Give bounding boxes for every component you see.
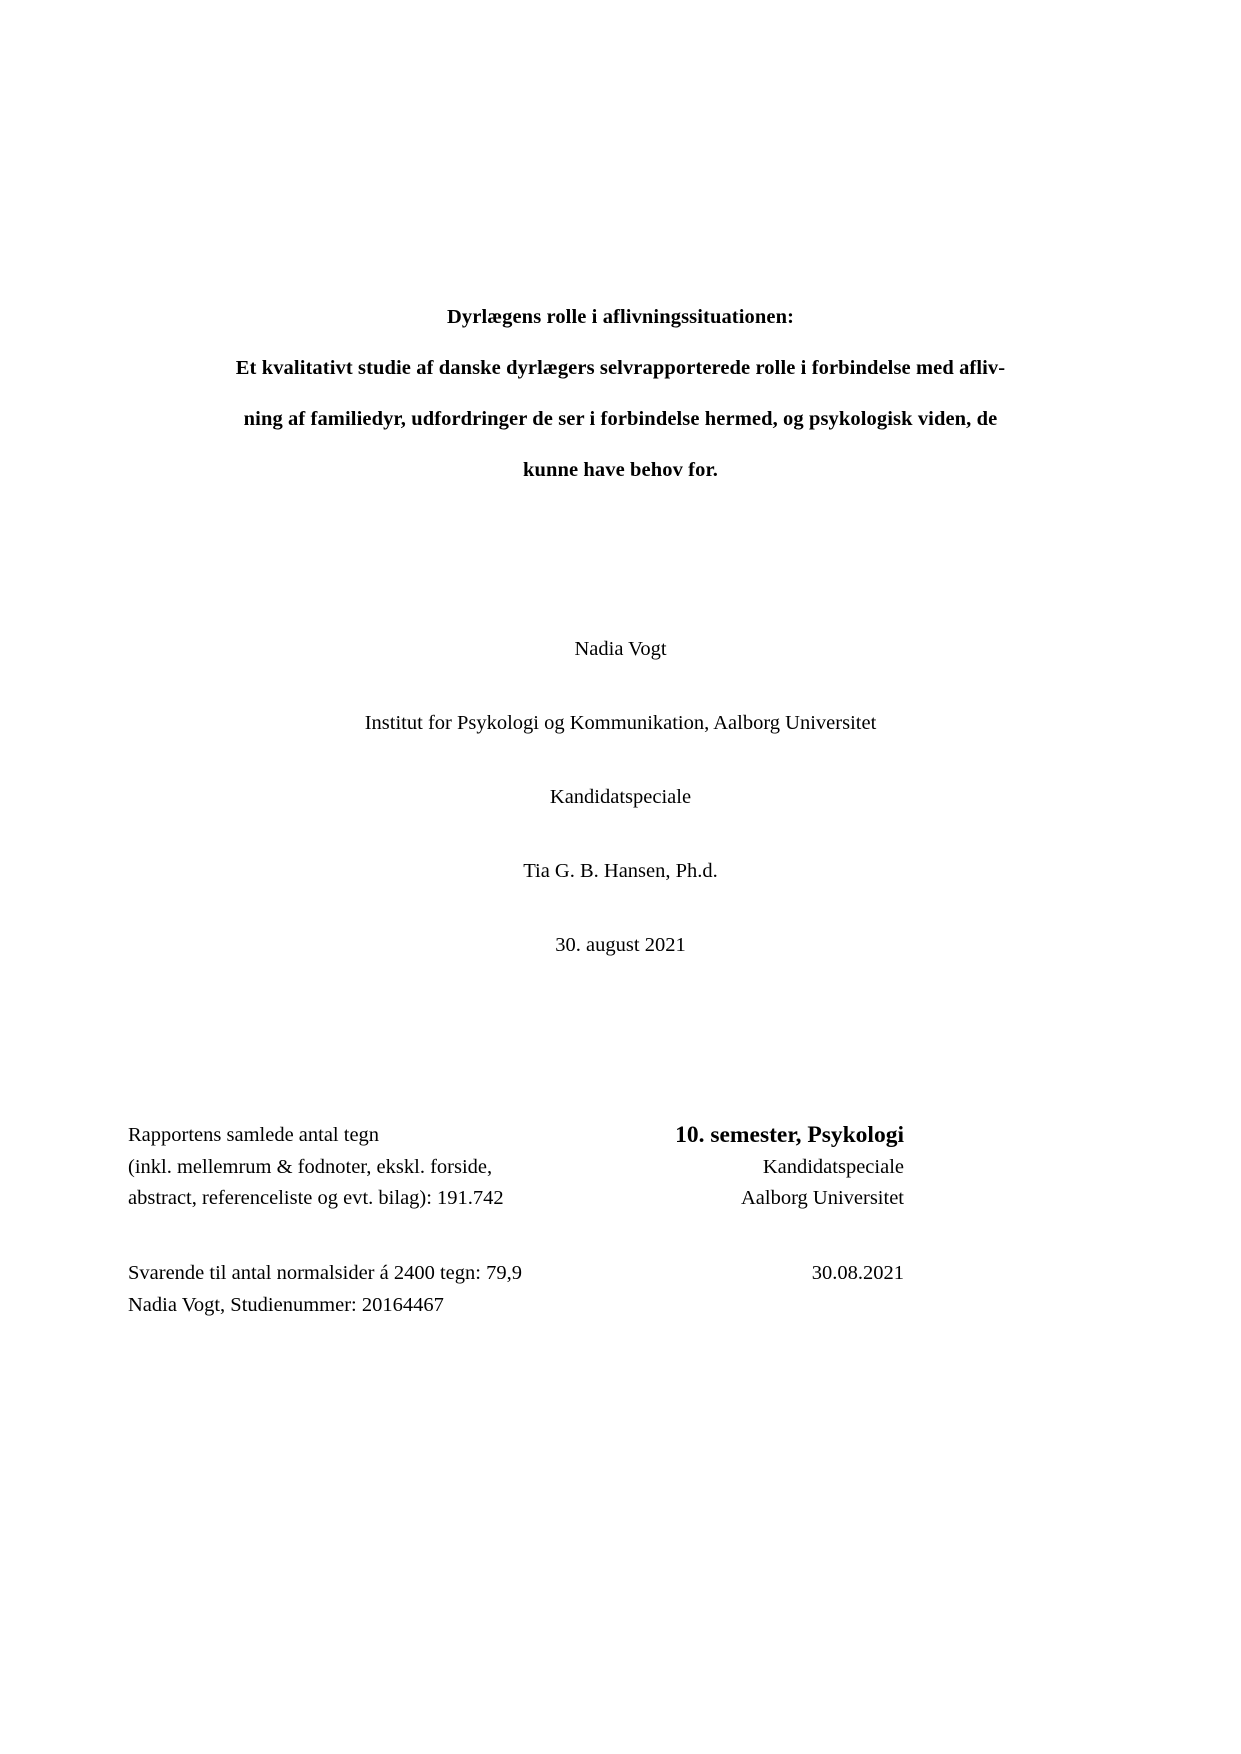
title-block	[128, 292, 1113, 496]
author-block	[128, 612, 1113, 982]
page-title-line-4: kunne have behov for.	[523, 459, 718, 481]
footer-date-column	[812, 1257, 904, 1289]
affiliation: Institut for Psykologi og Kommunikation, Aalborg Universitet	[364, 712, 877, 734]
author-name: Nadia Vogt	[574, 638, 667, 660]
submission-date: 30. august 2021	[555, 934, 686, 956]
document-kind: Kandidatspeciale	[549, 786, 692, 808]
student-number-line: Nadia Vogt, Studienummer: 20164467	[128, 1293, 444, 1316]
footer-spacer	[128, 1215, 904, 1257]
footer-row-secondary	[128, 1257, 904, 1321]
character-count-column	[128, 1120, 504, 1215]
character-count-line-1: Rapportens samlede antal tegn	[128, 1124, 380, 1146]
footer-row-primary	[128, 1120, 904, 1215]
footer-date: 30.08.2021	[811, 1261, 904, 1284]
normalpage-count-line: Svarende til antal normalsider á 2400 tegn: 79,9	[128, 1261, 522, 1284]
page-title-line-3: ning af familiedyr, udfordringer de ser i forbindelse hermed, og psykologisk viden, de	[243, 408, 998, 430]
page-title-line-2: Et kvalitativt studie af danske dyrlægers selvrapporterede rolle i forbindelse med afliv-	[235, 357, 1006, 379]
character-count-line-3: abstract, referenceliste og evt. bilag): 191.742	[128, 1187, 504, 1209]
footer-block	[128, 1120, 904, 1321]
semester-label: 10. semester, Psykologi	[675, 1122, 904, 1148]
university-label: Aalborg Universitet	[740, 1187, 904, 1209]
programme-label: Kandidatspeciale	[762, 1155, 904, 1178]
page-title-line-1: Dyrlægens rolle i aflivningssituationen:	[446, 306, 794, 328]
character-count-line-2: (inkl. mellemrum & fodnoter, ekskl. forside,	[128, 1155, 493, 1178]
programme-column	[675, 1120, 904, 1215]
supervisor-name: Tia G. B. Hansen, Ph.d.	[523, 860, 718, 882]
normalpage-count-column	[128, 1257, 522, 1321]
